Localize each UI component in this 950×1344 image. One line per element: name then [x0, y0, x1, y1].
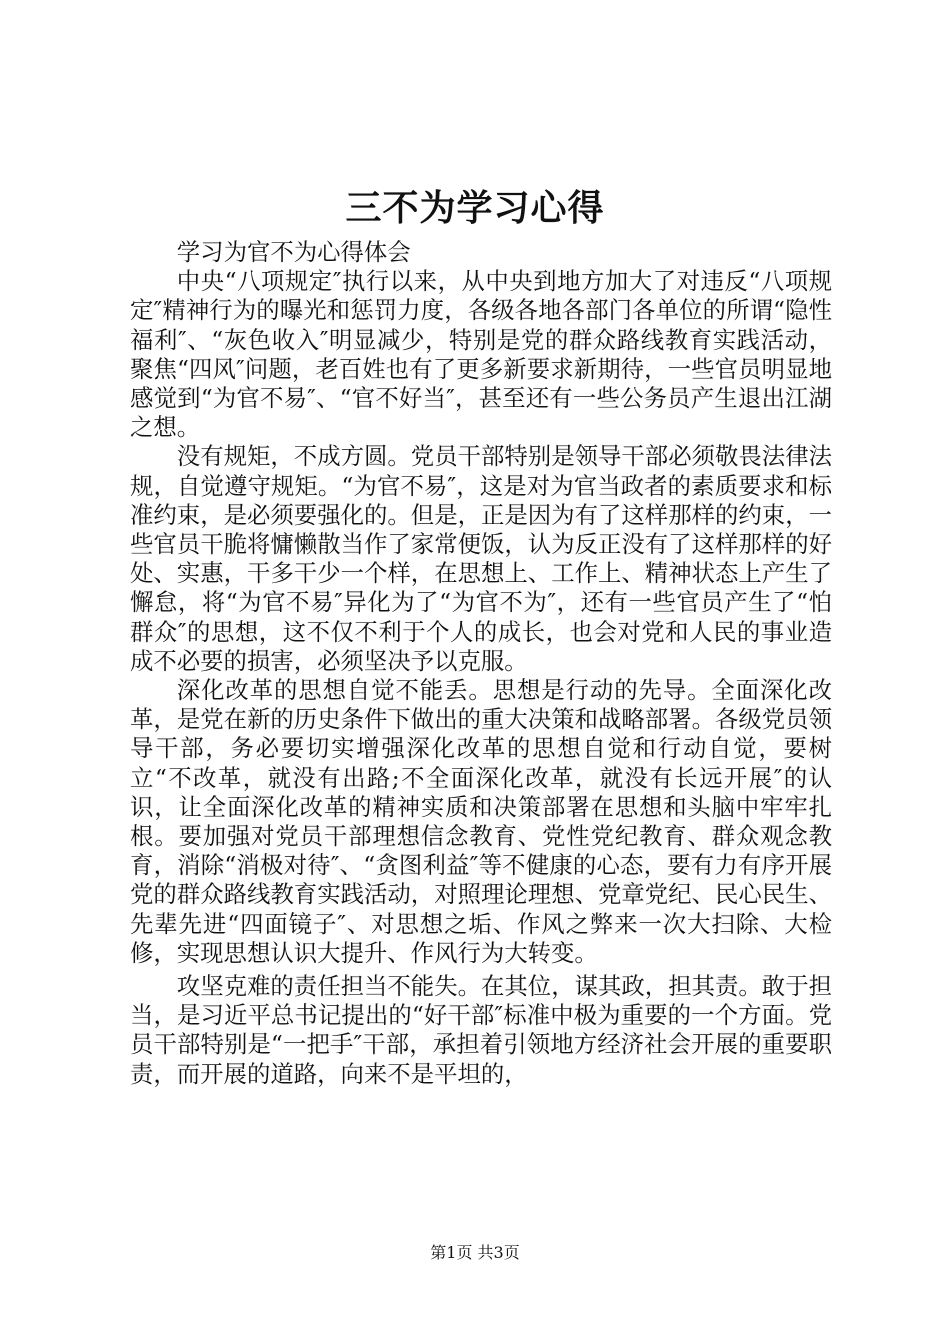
document-title: 三不为学习心得: [345, 187, 605, 229]
document-body: [130, 238, 832, 1089]
paragraph-2: 没有规矩，不成方圆。党员干部特别是领导干部必须敬畏法律法规，自觉遵守规矩。“为官不易″，这是对为官当政者的素质要求和标准约束，是必须要强化的。但是，正是因为有了这样那样的约束，一些官员干脆将慵懒散当作了家常便饭，认为反正没有了这样那样的好处、实惠，干多干少一个样，在思想上、工作上、精神状态上产生了懈怠，将“为官不易″异化为了“为官不为″，还有一些官员产生了“怕群众″的思想，这不仅不利于个人的成长，也会对党和人民的事业造成不必要的损害，必须坚决予以克服。: [130, 442, 832, 675]
paragraph-1: 中央“八项规定″执行以来，从中央到地方加大了对违反“八项规定″精神行为的曝光和惩罚力度，各级各地各部门各单位的所谓“隐性福利″、“灰色收入″明显减少，特别是党的群众路线教育实践活动，聚焦“四风″问题，老百姓也有了更多新要求新期待，一些官员明显地感觉到“为官不易″、“官不好当″，甚至还有一些公务员产生退出江湖之想。: [130, 267, 832, 442]
paragraph-4: 攻坚克难的责任担当不能失。在其位，谋其政，担其责。敢于担当，是习近平总书记提出的“好干部″标准中极为重要的一个方面。党员干部特别是“一把手″干部，承担着引领地方经济社会开展的重要职责，而开展的道路，向来不是平坦的，: [130, 972, 832, 1088]
paragraph-subtitle: 学习为官不为心得体会: [176, 238, 411, 266]
page-footer: 第1页 共3页: [430, 1243, 520, 1262]
paragraph-3: 深化改革的思想自觉不能丢。思想是行动的先导。全面深化改革，是党在新的历史条件下做出的重大决策和战略部署。各级党员领导干部，务必要切实增强深化改革的思想自觉和行动自觉，要树立“不改革，就没有出路;不全面深化改革，就没有长远开展″的认识，让全面深化改革的精神实质和决策部署在思想和头脑中牢牢扎根。要加强对党员干部理想信念教育、党性党纪教育、群众观念教育，消除“消极对待″、“贪图利益″等不健康的心态，要有力有序开展党的群众路线教育实践活动，对照理论理想、党章党纪、民心民生、先辈先进“四面镜子″、对思想之垢、作风之弊来一次大扫除、大检修，实现思想认识大提升、作风行为大转变。: [130, 676, 832, 967]
